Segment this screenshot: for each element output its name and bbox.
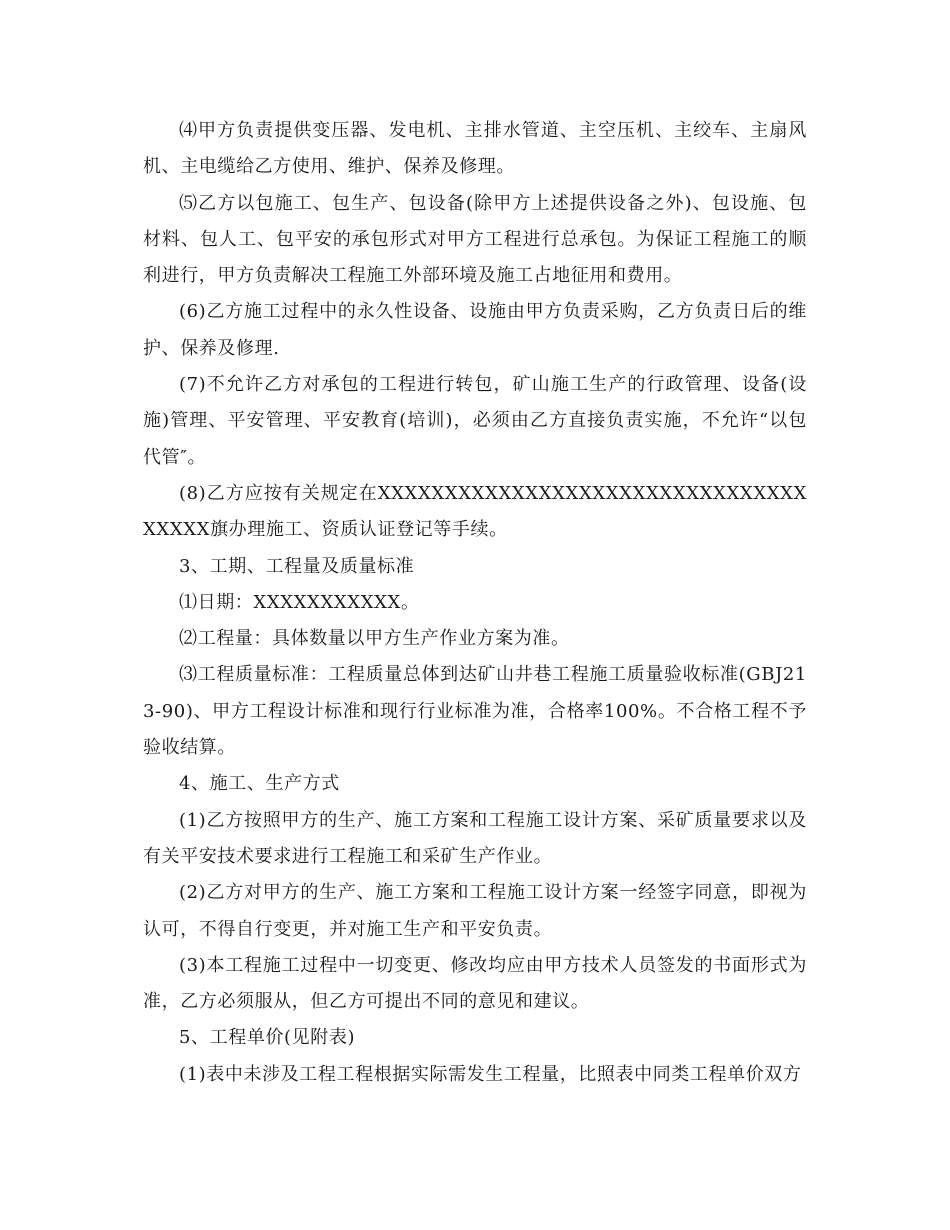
section-4-item-3: (3)本工程施工过程中一切变更、修改均应由甲方技术人员签发的书面形式为准，乙方必须服从，但乙方可提出不同的意见和建议。 (143, 954, 807, 1013)
clause-8-registration: (8)乙方应按有关规定在XXXXXXXXXXXXXXXXXXXXXXXXXXXXXXXXXXXXX旗办理施工、资质认证登记等手续。 (143, 482, 807, 541)
section-4-heading: 4、施工、生产方式 (179, 773, 340, 795)
clause-6-permanent-equipment: (6)乙方施工过程中的永久性设备、设施由甲方负责采购，乙方负责日后的维护、保养及修理. (143, 301, 807, 359)
clause-4-equipment: ⑷甲方负责提供变压器、发电机、主排水管道、主空压机、主绞车、主扇风机、主电缆给乙方使用、维护、保养及修理。 (143, 120, 807, 178)
section-3-heading: 3、工期、工程量及质量标准 (179, 555, 415, 577)
document-page (143, 113, 807, 1093)
section-5-heading: 5、工程单价(见附表) (179, 1027, 356, 1049)
section-3-item-1-date: ⑴日期：XXXXXXXXXXX。 (179, 591, 420, 613)
section-5-item-1: (1)表中未涉及工程工程根据实际需发生工程量，比照表中同类工程单价双方 (179, 1063, 802, 1085)
clause-7-no-subcontract: (7)不允许乙方对承包的工程进行转包，矿山施工生产的行政管理、设备(设施)管理、平安管理、平安教育(培训)，必须由乙方直接负责实施，不允许“以包代管″。 (143, 374, 807, 468)
section-3-item-2-quantity: ⑵工程量：具体数量以甲方生产作业方案为准。 (179, 628, 570, 650)
section-4-item-2: (2)乙方对甲方的生产、施工方案和工程施工设计方案一经签字同意，即视为认可，不得自行变更，并对施工生产和平安负责。 (143, 882, 807, 940)
clause-5-general-contract: ⑸乙方以包施工、包生产、包设备(除甲方上述提供设备之外)、包设施、包材料、包人工、包平安的承包形式对甲方工程进行总承包。为保证工程施工的顺利进行，甲方负责解决工程施工外部环境及施工占地征用和费用。 (143, 192, 807, 287)
section-4-item-1: (1)乙方按照甲方的生产、施工方案和工程施工设计方案、采矿质量要求以及有关平安技术要求进行工程施工和采矿生产作业。 (143, 809, 807, 867)
section-3-item-3-quality: ⑶工程质量标准：工程质量总体到达矿山井巷工程施工质量验收标准(GBJ213-90)、甲方工程设计标准和现行行业标准为准，合格率100%。不合格工程不予验收结算。 (143, 664, 807, 759)
